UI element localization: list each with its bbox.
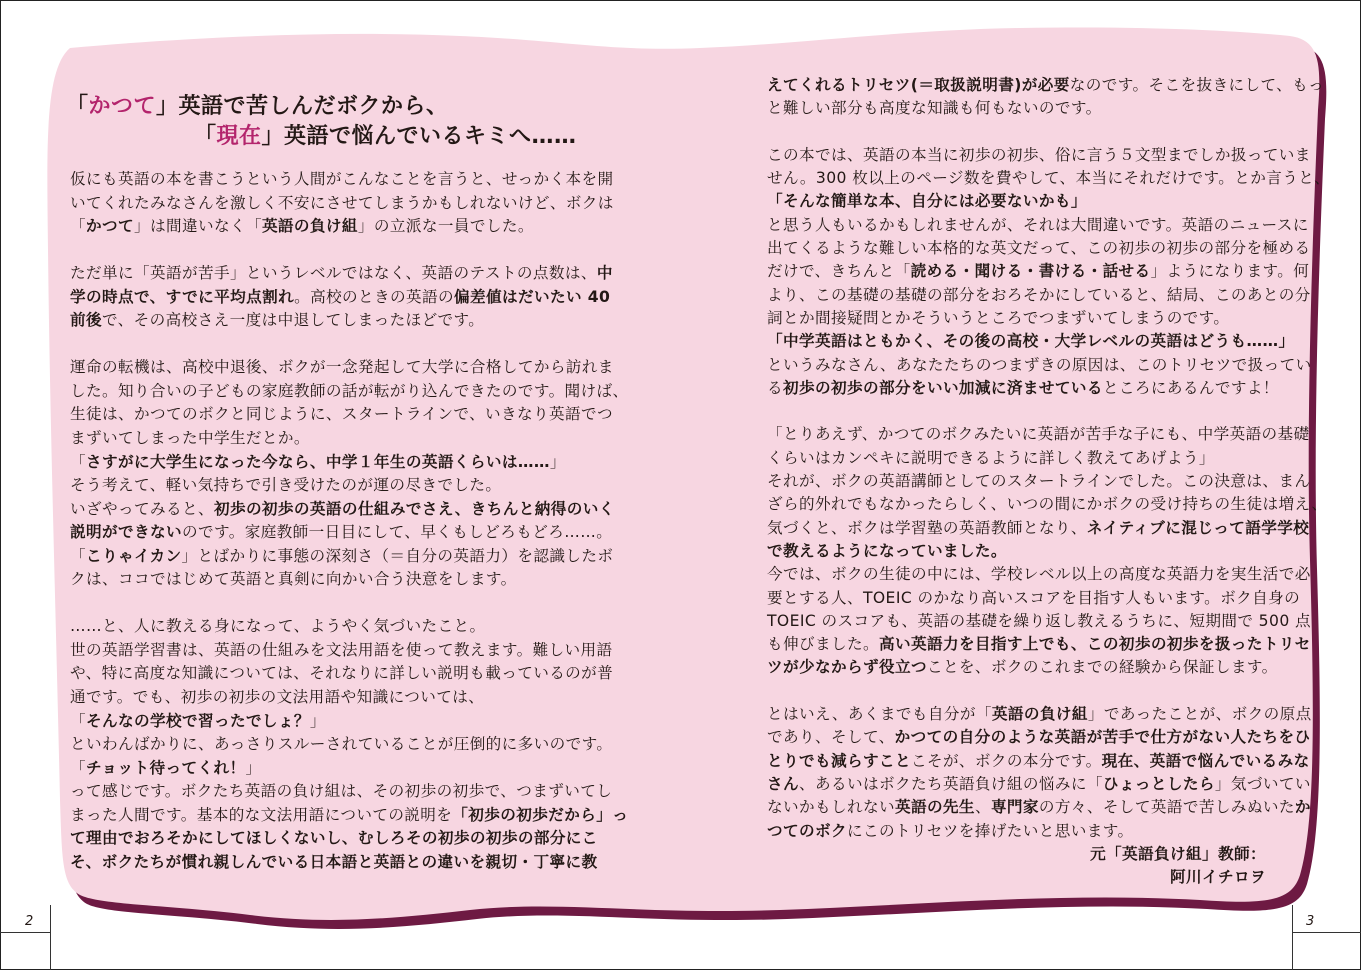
text: そう考えて、軽い気持ちで引き受けたのが運の尽きでした。 <box>70 476 502 495</box>
bold-text: 学の時点で、すでに平均点割れ <box>70 287 295 306</box>
text-line <box>70 498 615 522</box>
text: 「とりあえず、かつてのボクみたいに英語が苦手な子にも、中学英語の基礎 <box>767 425 1310 444</box>
bold-text: 「中学英語はともかく、その後の高校・大学レベルの英語はどうも……」 <box>767 332 1295 351</box>
text: 「 <box>70 758 86 777</box>
bold-text: 「初歩の初歩だから」っ <box>452 805 629 824</box>
text-line <box>767 354 1312 377</box>
text-line <box>70 286 611 310</box>
blank-line <box>767 680 1272 703</box>
text: ただ単に「英語が苦手」というレベルではなく、英語のテストの点数は、 <box>70 264 597 283</box>
text-line <box>70 733 613 757</box>
bold-text: 専門家 <box>990 798 1039 817</box>
bold-text: 偏差値はだいたい 40 <box>454 287 611 306</box>
text: や、特に高度な知識については、それなりに詳しい説明も載っているのが普 <box>70 664 614 683</box>
text-line <box>70 639 613 663</box>
bold-text: 説明ができない <box>70 523 182 542</box>
text: 気づくと、ボクは学習塾の英語教師となり、 <box>767 518 1087 537</box>
text-line <box>767 703 1312 726</box>
text-line <box>767 540 1272 563</box>
bold-text: で教えるようになっていました。 <box>767 541 1007 560</box>
text-line <box>767 307 1272 330</box>
text-line <box>70 615 580 639</box>
bold-text: こりゃイカン <box>86 546 182 565</box>
text-line <box>767 796 1311 819</box>
text: であり、そして、 <box>767 728 895 747</box>
right-column-text <box>767 74 1331 889</box>
bold-text: 英語の負け組 <box>991 705 1088 724</box>
blank-line <box>767 400 1272 423</box>
text: こそが、ボクの本分です。 <box>910 751 1102 770</box>
heading-accent: 現在 <box>216 124 262 149</box>
text-line <box>767 447 1272 470</box>
text-line <box>767 563 1311 586</box>
text-line <box>767 377 1279 400</box>
text-line <box>70 262 613 286</box>
text: 」 <box>309 711 326 730</box>
bold-text: 高い英語力を目指す上でも、この初歩の初歩を扱ったトリセ <box>878 635 1311 654</box>
text-line <box>70 192 614 216</box>
bold-text: 中 <box>596 264 613 283</box>
text: で、その高校さえ一度は中退してしまったほどです。 <box>102 311 485 330</box>
text-line <box>70 757 580 781</box>
bold-text: そんなの学校で習ったでしょ？ <box>86 711 310 730</box>
blank-line <box>70 592 580 616</box>
text: なのです。そこを抜きにして、もっ <box>1069 76 1325 94</box>
heading-line-2 <box>194 119 577 150</box>
text: 」の立派な一員でした。 <box>357 217 534 236</box>
text: 」気づいてい <box>1214 774 1311 793</box>
text-line <box>767 237 1311 260</box>
text-line <box>767 750 1310 773</box>
text: いざやってみると、 <box>70 499 214 518</box>
text: TOEIC のスコアも、英語の基礎を繰り返し教えるうちに、短期間で 500 点 <box>767 611 1311 630</box>
text: クは、ココではじめて英語と真剣に向かい合う決意をします。 <box>70 570 517 589</box>
bold-text: 初歩の初歩の英語の仕組みでさえ、きちんと納得のいく <box>213 499 615 518</box>
text: 」 <box>549 452 566 471</box>
text: 仮にも英語の本を書こうという人間がこんなことを言うと、せっかく本を開 <box>70 170 614 188</box>
text-line <box>767 330 1295 353</box>
text-line <box>70 686 580 710</box>
text: 」であったことが、ボクの原点 <box>1087 705 1312 724</box>
bold-text: 読める・聞ける・書ける・話せる <box>910 262 1151 281</box>
text: まった人間です。基本的な文法用語についての説明を <box>70 805 453 824</box>
text: 「 <box>70 217 86 236</box>
text: 」 <box>245 758 262 777</box>
text-line <box>70 380 629 404</box>
text: それが、ボクの英語講師としてのスタートラインでした。この決意は、まん <box>767 472 1311 491</box>
text-line <box>70 403 614 427</box>
text-line <box>70 568 580 592</box>
bold-text: つてのボク <box>767 821 847 840</box>
text: ないかもしれない <box>767 798 895 817</box>
text: 通です。でも、初歩の初歩の文法用語や知識については、 <box>70 688 485 707</box>
heading-text: 」英語で苦しんだボクから、 <box>156 94 449 119</box>
text: って感じです。ボクたち英語の負け組は、その初歩の初歩で、つまずいてし <box>70 782 613 801</box>
heading-line-1 <box>66 89 449 120</box>
crop-mark <box>1292 905 1293 970</box>
text-line <box>70 780 613 804</box>
text: 。高校のときの英語の <box>294 287 455 306</box>
heading-text: 」英語で悩んでいるキミへ…… <box>261 124 577 149</box>
text-line <box>70 662 614 686</box>
bold-text: 英語の先生 <box>894 798 975 817</box>
bold-text: ツが少なからず役立つ <box>767 658 927 677</box>
text: 生徒は、かつてのボクと同じように、スタートラインで、いきなり英語でつ <box>70 405 614 424</box>
text: とはいえ、あくまでも自分が「 <box>767 705 992 724</box>
text: 「 <box>70 711 86 730</box>
text-line <box>70 168 614 192</box>
bold-text: ひょっとしたら <box>1102 774 1215 793</box>
text: と思う人もいるかもしれませんが、それは大間違いです。英語のニュースに <box>767 215 1309 234</box>
text-line <box>767 284 1311 307</box>
text: 、あるいはボクたち英語負け組の悩みに「 <box>799 774 1103 793</box>
page-number-right: 3 <box>1306 914 1315 929</box>
bold-text: かつて <box>86 217 134 236</box>
bold-text: て理由でおろそかにしてほしくないし、むしろその初歩の初歩の部分にこ <box>70 829 598 848</box>
text-line <box>70 474 580 498</box>
text-line <box>70 309 580 333</box>
text: 運命の転機は、高校中退後、ボクが一念発起して大学に合格してから訪れま <box>70 358 614 377</box>
text: というみなさん、あなたたちのつまずきの原因は、このトリセツで扱ってい <box>767 355 1312 374</box>
bold-text: 「そんな簡単な本、自分には必要ないかも」 <box>767 192 1087 211</box>
bracket: 「 <box>194 124 217 149</box>
bold-text: かつての自分のような英語が苦手で仕方がない人たちをひ <box>894 728 1311 747</box>
text-line <box>70 804 629 828</box>
text-line <box>70 427 580 451</box>
text: にこのトリセツを捧げたいと思います。 <box>846 821 1134 840</box>
text-line <box>767 167 1331 190</box>
signature-line1: 元「英語負け組」教師： <box>1090 844 1266 863</box>
bold-text: そ、ボクたちが慣れ親しんでいる日本語と英語との違いを親切・丁寧に教 <box>70 852 598 871</box>
text-line <box>70 451 580 475</box>
text-line <box>767 74 1325 97</box>
text: 「 <box>70 546 86 565</box>
text: 」とばかりに事態の深刻さ（＝自分の英語力）を認識したボ <box>181 546 614 565</box>
text: の方々、そして英語で苦しみぬいた <box>1038 798 1295 817</box>
text: くらいはカンペキに説明できるように詳しく教えてあげよう」 <box>767 448 1215 467</box>
text-line <box>767 610 1311 633</box>
text-line <box>767 144 1311 167</box>
text-line <box>70 521 613 545</box>
bold-text: 英語の負け組 <box>261 217 358 236</box>
text-line <box>767 633 1311 656</box>
bracket: 「 <box>66 94 89 119</box>
crop-mark <box>1292 932 1361 933</box>
text-line <box>767 190 1272 213</box>
text: 」ようになります。何 <box>1150 262 1310 281</box>
text: ところにあるんですよ！ <box>1102 378 1279 397</box>
bold-text: えてくれるトリセツ(＝取扱説明書)が必要 <box>767 76 1070 94</box>
bold-text: 前後 <box>70 311 102 330</box>
text: 」は間違いなく「 <box>133 217 262 236</box>
bold-text: 現在、英語で悩んでいるみな <box>1101 751 1310 770</box>
text: のです。家庭教師一日目にして、早くもしどろもどろ……。 <box>181 523 613 542</box>
crop-mark <box>50 905 51 970</box>
text: 要とする人、TOEIC のかなり高いスコアを目指す人もいます。ボク自身の <box>767 588 1301 607</box>
text-line <box>767 423 1310 446</box>
text-line <box>767 97 1272 120</box>
text: せん。300 枚以上のページ数を費やして、本当にそれだけです。とか言うと、 <box>767 169 1331 188</box>
bold-text: ネイティブに混じって語学学校 <box>1086 518 1310 537</box>
text-line <box>70 710 580 734</box>
text: まずいてしまった中学生だとか。 <box>70 429 310 448</box>
bold-text: とりでも減らすこと <box>767 751 911 770</box>
text: より、この基礎の基礎の部分をおろそかにしていると、結局、このあとの分 <box>767 285 1311 304</box>
text: 「 <box>70 452 86 471</box>
text-line <box>70 356 614 380</box>
text: 詞とか間接疑問とかそういうところでつまずいてしまうのです。 <box>767 308 1230 327</box>
text-line <box>767 517 1310 540</box>
text: 今では、ボクの生徒の中には、学校レベル以上の高度な英語力を実生活で必 <box>767 565 1311 584</box>
text-line <box>70 827 598 851</box>
text: ことを、ボクのこれまでの経験から保証します。 <box>926 658 1278 677</box>
text-line <box>767 773 1311 796</box>
text: この本では、英語の本当に初歩の初歩、俗に言う５文型までしか扱っていま <box>767 145 1311 164</box>
text: ざら的外れでもなかったらしく、いつの間にかボクの受け持ちの生徒は増え、 <box>767 495 1328 514</box>
page-number-left: 2 <box>25 914 34 929</box>
bold-text: さすがに大学生になった今なら、中学１年生の英語くらいは…… <box>86 452 550 471</box>
text-line <box>70 215 580 239</box>
blank-line <box>70 239 580 263</box>
text-line <box>767 587 1301 610</box>
text-line <box>70 545 614 569</box>
text: と難しい部分も高度な知識も何もないのです。 <box>767 99 1102 118</box>
text: 出てくるような難しい本格的な英文だって、この初歩の初歩の部分を極める <box>767 239 1311 258</box>
text-line <box>767 726 1311 749</box>
text-line <box>767 470 1311 493</box>
text: も伸びました。 <box>767 635 879 654</box>
bold-text: か <box>1294 798 1311 817</box>
blank-line <box>70 333 580 357</box>
heading-accent: かつて <box>88 94 157 119</box>
text-line <box>767 214 1309 237</box>
text: した。知り合いの子どもの家庭教師の話が転がり込んできたのです。聞けば、 <box>70 381 629 400</box>
text-line <box>767 820 1272 843</box>
text-line <box>767 260 1310 283</box>
bold-text: さん <box>767 774 799 793</box>
text: 、 <box>974 798 991 817</box>
text: 世の英語学習書は、英語の仕組みを文法用語を使って教えます。難しい用語 <box>70 640 613 659</box>
text: いてくれたみなさんを激しく不安にさせてしまうかもしれないけど、ボクは <box>70 193 614 212</box>
bold-text: 初歩の初歩の部分をいい加減に済ませている <box>783 378 1103 397</box>
left-column-text <box>70 168 629 874</box>
crop-mark <box>0 932 50 933</box>
text: だけで、きちんと「 <box>767 262 911 281</box>
text: といわんばかりに、あっさりスルーされていることが圧倒的に多いのです。 <box>70 735 613 754</box>
signature-line2: 阿川イチロヲ <box>1170 868 1266 887</box>
text-line <box>767 656 1278 679</box>
text-line <box>767 493 1328 516</box>
text: ……と、人に教える身になって、ようやく気づいたこと。 <box>70 617 486 636</box>
text-line <box>70 851 598 875</box>
blank-line <box>767 121 1272 144</box>
bold-text: チョット待ってくれ！ <box>86 758 246 777</box>
text: る <box>767 378 783 397</box>
